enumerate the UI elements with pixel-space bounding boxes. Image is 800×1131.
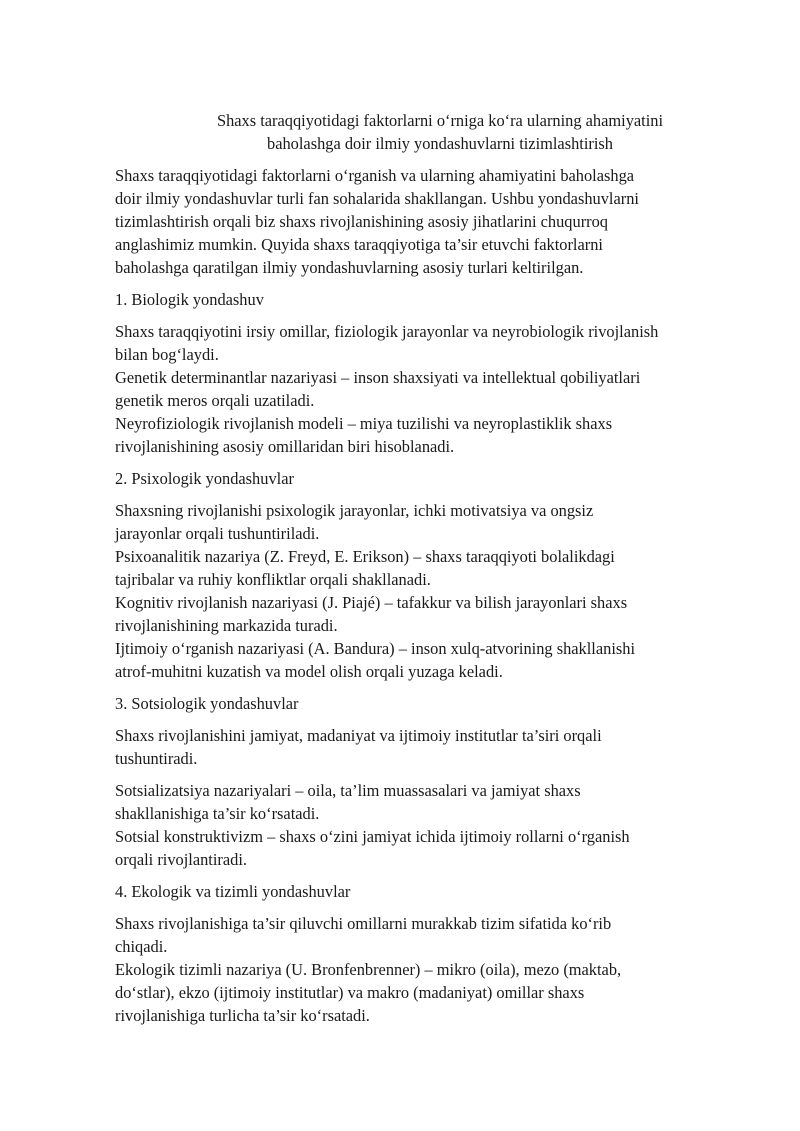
section-heading-ekologik: 4. Ekologik va tizimli yondashuvlar: [115, 882, 351, 901]
section-paragraph: Shaxsning rivojlanishi psixologik jarayonlar, ichki motivatsiya va ongsiz jarayonlar orqali tushuntiriladi. Psixoanalitik nazariya (Z. Freyd, E. Erikson) – shaxs taraqqiyoti bolalikdagi tajribalar va ruhiy konfliktlar orqali shakllanadi. Kognitiv rivojlanish nazariyasi (J. Piajé) – tafakkur va bilish jarayonlari shaxs rivojlanishining markazida turadi. Ijtimoiy o‘rganish nazariyasi (A. Bandura) – inson xulq-atvorining shakllanishi atrof-muhitni kuzatish va model olish orqali yuzaga keladi.: [115, 501, 636, 681]
section-paragraph: Shaxs rivojlanishiga ta’sir qiluvchi omillarni murakkab tizim sifatida ko‘rib chiqadi. Ekologik tizimli nazariya (U. Bronfenbrenner) – mikro (oila), mezo (maktab, do‘stlar), ekzo (ijtimoiy institutlar) va makro (madaniyat) omillar shaxs rivojlanishiga turlicha ta’sir ko‘rsatadi.: [115, 914, 622, 1025]
document-title: [115, 109, 745, 155]
intro-paragraph: Shaxs taraqqiyotidagi faktorlarni o‘rganish va ularning ahamiyatini baholashga doir ilmiy yondashuvlar turli fan sohalarida shakllangan. Ushbu yondashuvlarni tizimlashtirish orqali biz shaxs rivojlanishining asosiy jihatlarini chuqurroq anglashimiz mumkin. Quyida shaxs taraqqiyotiga ta’sir etuvchi faktorlarni baholashga qaratilgan ilmiy yondashuvlarning asosiy turlari keltirilgan.: [115, 166, 639, 277]
section-heading-sotsiologik: 3. Sotsiologik yondashuvlar: [115, 694, 299, 713]
title-line-2: baholashga doir ilmiy yondashuvlarni tizimlashtirish: [267, 134, 613, 153]
title-line-1: Shaxs taraqqiyotidagi faktorlarni o‘rniga ko‘ra ularning ahamiyatini: [216, 111, 664, 130]
section-heading-biologik: 1. Biologik yondashuv: [115, 290, 264, 309]
document-body: [115, 109, 745, 1036]
section-paragraph: Shaxs taraqqiyotini irsiy omillar, fiziologik jarayonlar va neyrobiologik rivojlanish bilan bog‘laydi. Genetik determinantlar nazariyasi – inson shaxsiyati va intellektual qobiliyatlari genetik meros orqali uzatiladi. Neyrofiziologik rivojlanish modeli – miya tuzilishi va neyroplastiklik shaxs rivojlanishining asosiy omillaridan biri hisoblanadi.: [115, 322, 659, 456]
section-paragraph: Sotsializatsiya nazariyalari – oila, ta’lim muassasalari va jamiyat shaxs shakllanishiga ta’sir ko‘rsatadi. Sotsial konstruktivizm – shaxs o‘zini jamiyat ichida ijtimoiy rollarni o‘rganish orqali rivojlantiradi.: [115, 781, 630, 869]
section-heading-psixologik: 2. Psixologik yondashuvlar: [115, 469, 294, 488]
section-paragraph: Shaxs rivojlanishini jamiyat, madaniyat va ijtimoiy institutlar ta’siri orqali tushuntiradi.: [115, 726, 602, 768]
